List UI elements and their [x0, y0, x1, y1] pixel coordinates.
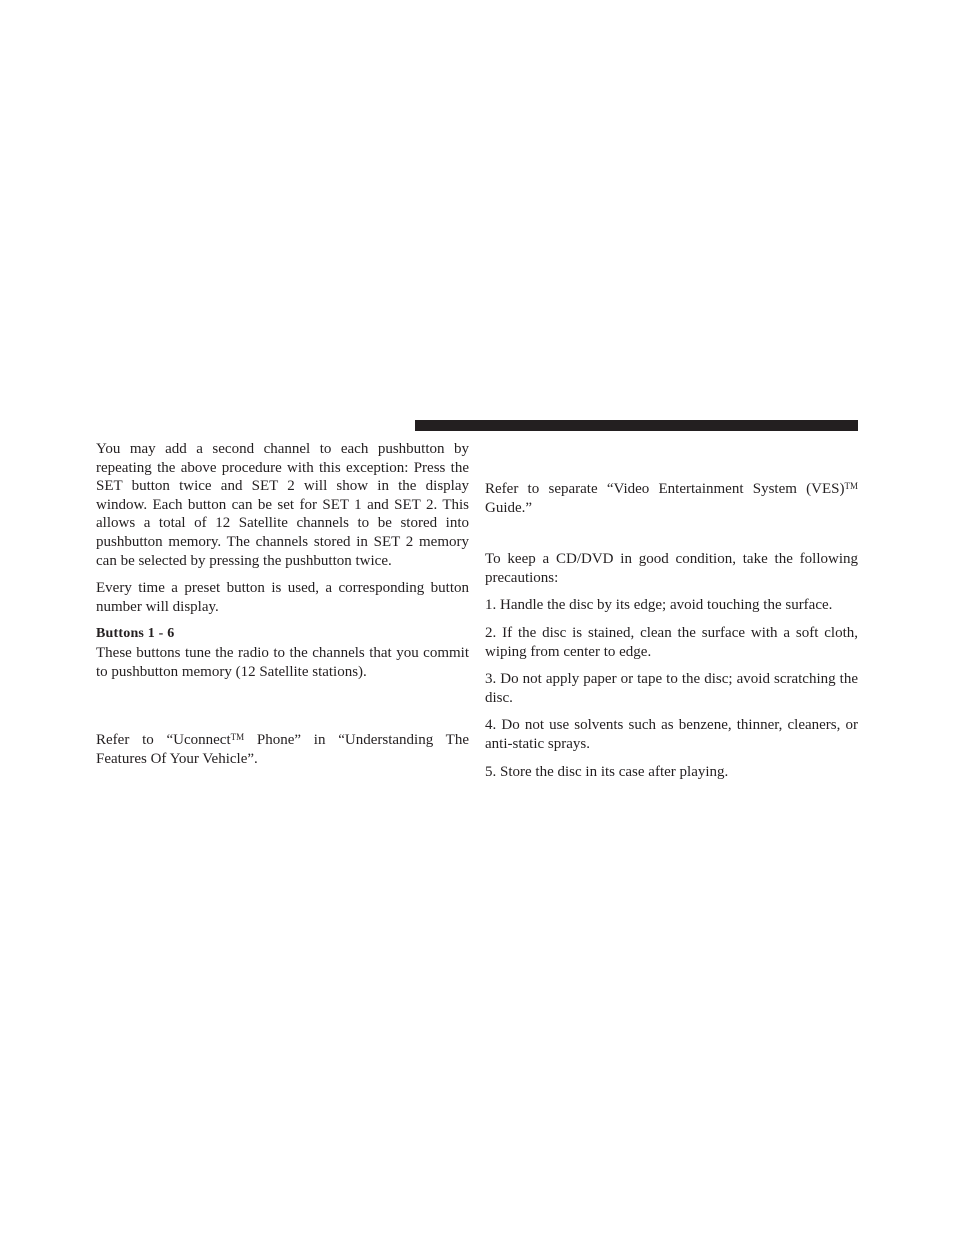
- uconnect-paragraph: [96, 728, 469, 768]
- list-item: 5. Store the disc in its case after playing.: [485, 763, 729, 780]
- ves-text-b: Guide.”: [485, 499, 533, 516]
- trademark-mark: TM: [230, 732, 245, 743]
- uconnect-text-a: Refer to “Uconnect: [96, 732, 231, 749]
- list-item: 1. Handle the disc by its edge; avoid touching the surface.: [485, 597, 833, 614]
- list-item: 2. If the disc is stained, clean the surface with a soft cloth, wiping from center to edge.: [485, 624, 858, 660]
- uconnect-text-b: Phone” in “Understanding The Features Of Your Vehicle”.: [96, 732, 469, 767]
- satellite-set2-paragraph: You may add a second channel to each pushbutton by repeating the above procedure with this exception: Press the SET button twice and SET 2 will show in the display window. Each button can be set for SET 1 and SET 2. This allows a total of 12 Satellite channels to be stored into pushbutton memory. The channels stored in SET 2 memory can be selected by pressing the pushbutton twice.: [96, 441, 469, 569]
- right-column: [485, 477, 858, 781]
- preset-display-paragraph: Every time a preset button is used, a corresponding button number will display.: [96, 580, 469, 615]
- buttons-paragraph: These buttons tune the radio to the channels that you commit to pushbutton memory (12 Satellite stations).: [96, 644, 469, 680]
- disc-care-intro: To keep a CD/DVD in good condition, take the following precautions:: [485, 551, 858, 586]
- ves-text-a: Refer to separate “Video Entertainment System (VES): [485, 481, 845, 497]
- trademark-mark: TM: [844, 481, 858, 491]
- left-column: [96, 440, 469, 768]
- buttons-heading: Buttons 1 - 6: [96, 626, 175, 642]
- ves-paragraph: [485, 477, 858, 517]
- list-item: 4. Do not use solvents such as benzene, thinner, cleaners, or anti-static sprays.: [485, 717, 858, 752]
- section-header-bar: [415, 420, 858, 431]
- list-item: 3. Do not apply paper or tape to the disc; avoid scratching the disc.: [485, 671, 858, 706]
